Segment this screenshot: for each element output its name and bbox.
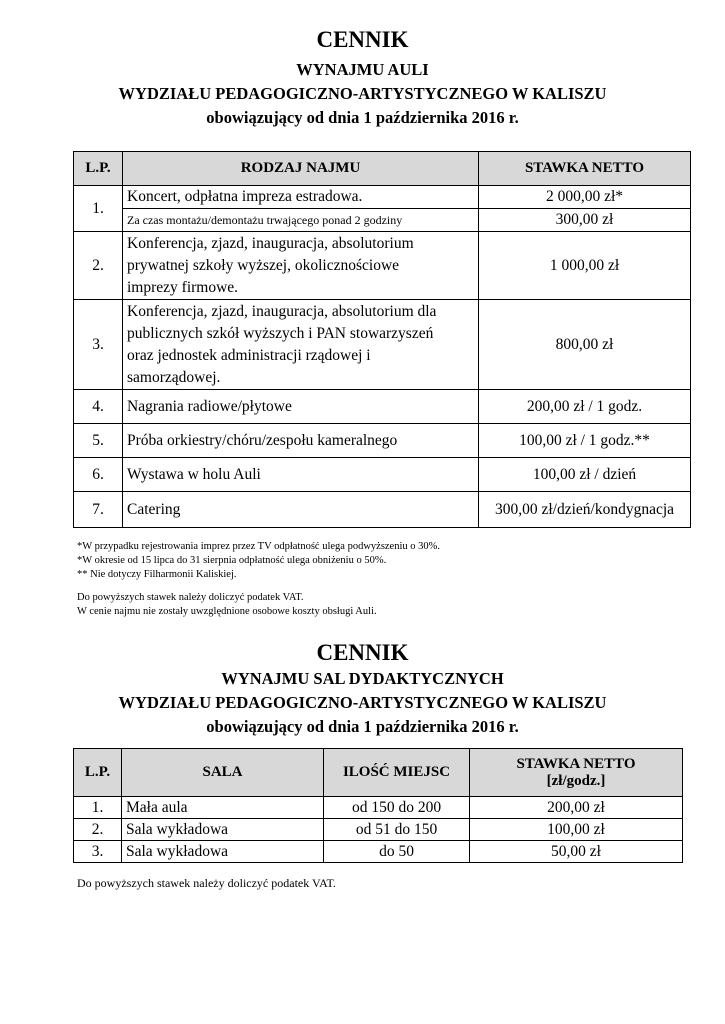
classroom-price-table bbox=[73, 748, 683, 863]
row-room: Sala wykładowa bbox=[122, 841, 324, 863]
row-description: Koncert, odpłatna impreza estradowa. bbox=[123, 186, 479, 209]
table-row bbox=[74, 819, 683, 841]
row-lp: 1. bbox=[74, 186, 123, 232]
table-row bbox=[74, 390, 691, 424]
section2-note-vat: Do powyższych stawek należy doliczyć podatek VAT. bbox=[77, 876, 336, 890]
row-price: 100,00 zł bbox=[470, 819, 683, 841]
table-row bbox=[74, 424, 691, 458]
row-lp: 2. bbox=[74, 232, 123, 300]
table-header-row bbox=[74, 152, 691, 186]
footnote-philharmonic: ** Nie dotyczy Filharmonii Kaliskiej. bbox=[77, 569, 237, 580]
row-lp: 3. bbox=[74, 841, 122, 863]
row-description bbox=[123, 300, 479, 390]
row-lp: 5. bbox=[74, 424, 123, 458]
footnote-tv: *W przypadku rejestrowania imprez przez TV odpłatność ulega podwyższeniu o 30%. bbox=[77, 541, 441, 552]
row-price: 1 000,00 zł bbox=[479, 232, 691, 300]
header-net-rate bbox=[470, 749, 683, 797]
row-description bbox=[123, 232, 479, 300]
header-seats: ILOŚĆ MIEJSC bbox=[324, 749, 470, 797]
description-line: Konferencja, zjazd, inauguracja, absolutorium dla bbox=[127, 302, 437, 320]
table-row bbox=[74, 458, 691, 492]
row-price: 50,00 zł bbox=[470, 841, 683, 863]
row-price: 100,00 zł / dzień bbox=[479, 458, 691, 492]
header-net-rate: STAWKA NETTO bbox=[479, 152, 691, 186]
section1-subtitle-1: WYNAJMU AULI bbox=[296, 60, 429, 79]
description-line: prywatnej szkoły wyższej, okolicznościowe bbox=[127, 256, 400, 274]
row-description: Nagrania radiowe/płytowe bbox=[123, 390, 479, 424]
header-lp: L.P. bbox=[74, 152, 123, 186]
section1-subtitle-2: WYDZIAŁU PEDAGOGICZNO-ARTYSTYCZNEGO W KALISZU bbox=[118, 84, 607, 103]
row-seats: od 51 do 150 bbox=[324, 819, 470, 841]
row-lp: 4. bbox=[74, 390, 123, 424]
row-lp: 3. bbox=[74, 300, 123, 390]
footnote-summer: *W okresie od 15 lipca do 31 sierpnia odpłatność ulega obniżeniu o 50%. bbox=[77, 555, 387, 566]
note-vat: Do powyższych stawek należy doliczyć podatek VAT. bbox=[77, 592, 304, 603]
row-seats: do 50 bbox=[324, 841, 470, 863]
row-lp: 7. bbox=[74, 492, 123, 528]
row-room: Mała aula bbox=[122, 797, 324, 819]
section2-valid-from: obowiązujący od dnia 1 października 2016 r. bbox=[206, 717, 519, 736]
header-net-rate-line2: [zł/godz.] bbox=[546, 772, 606, 789]
section2-title: CENNIK bbox=[316, 640, 409, 665]
row-price: 300,00 zł bbox=[479, 209, 691, 232]
row-price: 800,00 zł bbox=[479, 300, 691, 390]
description-line: oraz jednostek administracji rządowej i bbox=[127, 346, 371, 364]
header-lp: L.P. bbox=[74, 749, 122, 797]
row-lp: 2. bbox=[74, 819, 122, 841]
section1-title: CENNIK bbox=[316, 27, 409, 52]
row-room: Sala wykładowa bbox=[122, 819, 324, 841]
header-room: SALA bbox=[122, 749, 324, 797]
table-row bbox=[74, 492, 691, 528]
table-row bbox=[74, 186, 691, 209]
header-net-rate-line1: STAWKA NETTO bbox=[516, 755, 636, 772]
table-row bbox=[74, 841, 683, 863]
row-description: Wystawa w holu Auli bbox=[123, 458, 479, 492]
row-price: 200,00 zł bbox=[470, 797, 683, 819]
note-staff-costs: W cenie najmu nie zostały uwzględnione osobowe koszty obsługi Auli. bbox=[77, 606, 377, 617]
row-lp: 1. bbox=[74, 797, 122, 819]
description-line: Konferencja, zjazd, inauguracja, absolutorium bbox=[127, 234, 414, 252]
row-description: Za czas montażu/demontażu trwającego ponad 2 godziny bbox=[123, 209, 479, 232]
row-price: 2 000,00 zł* bbox=[479, 186, 691, 209]
auditorium-price-table bbox=[73, 151, 691, 528]
description-line: samorządowej. bbox=[127, 368, 221, 386]
section2-subtitle-2: WYDZIAŁU PEDAGOGICZNO-ARTYSTYCZNEGO W KALISZU bbox=[118, 693, 607, 712]
row-price: 300,00 zł/dzień/kondygnacja bbox=[479, 492, 691, 528]
table-row bbox=[74, 232, 691, 300]
header-rental-type: RODZAJ NAJMU bbox=[123, 152, 479, 186]
description-line: publicznych szkół wyższych i PAN stowarzyszeń bbox=[127, 324, 434, 342]
table-row bbox=[74, 300, 691, 390]
section1-valid-from: obowiązujący od dnia 1 października 2016 r. bbox=[206, 108, 519, 127]
row-description: Próba orkiestry/chóru/zespołu kameralnego bbox=[123, 424, 479, 458]
section2-subtitle-1: WYNAJMU SAL DYDAKTYCZNYCH bbox=[221, 669, 504, 688]
row-price: 200,00 zł / 1 godz. bbox=[479, 390, 691, 424]
row-description: Catering bbox=[123, 492, 479, 528]
row-price: 100,00 zł / 1 godz.** bbox=[479, 424, 691, 458]
table-header-row bbox=[74, 749, 683, 797]
row-lp: 6. bbox=[74, 458, 123, 492]
table-row bbox=[74, 209, 691, 232]
row-seats: od 150 do 200 bbox=[324, 797, 470, 819]
table-row bbox=[74, 797, 683, 819]
description-line: imprezy firmowe. bbox=[127, 278, 239, 296]
